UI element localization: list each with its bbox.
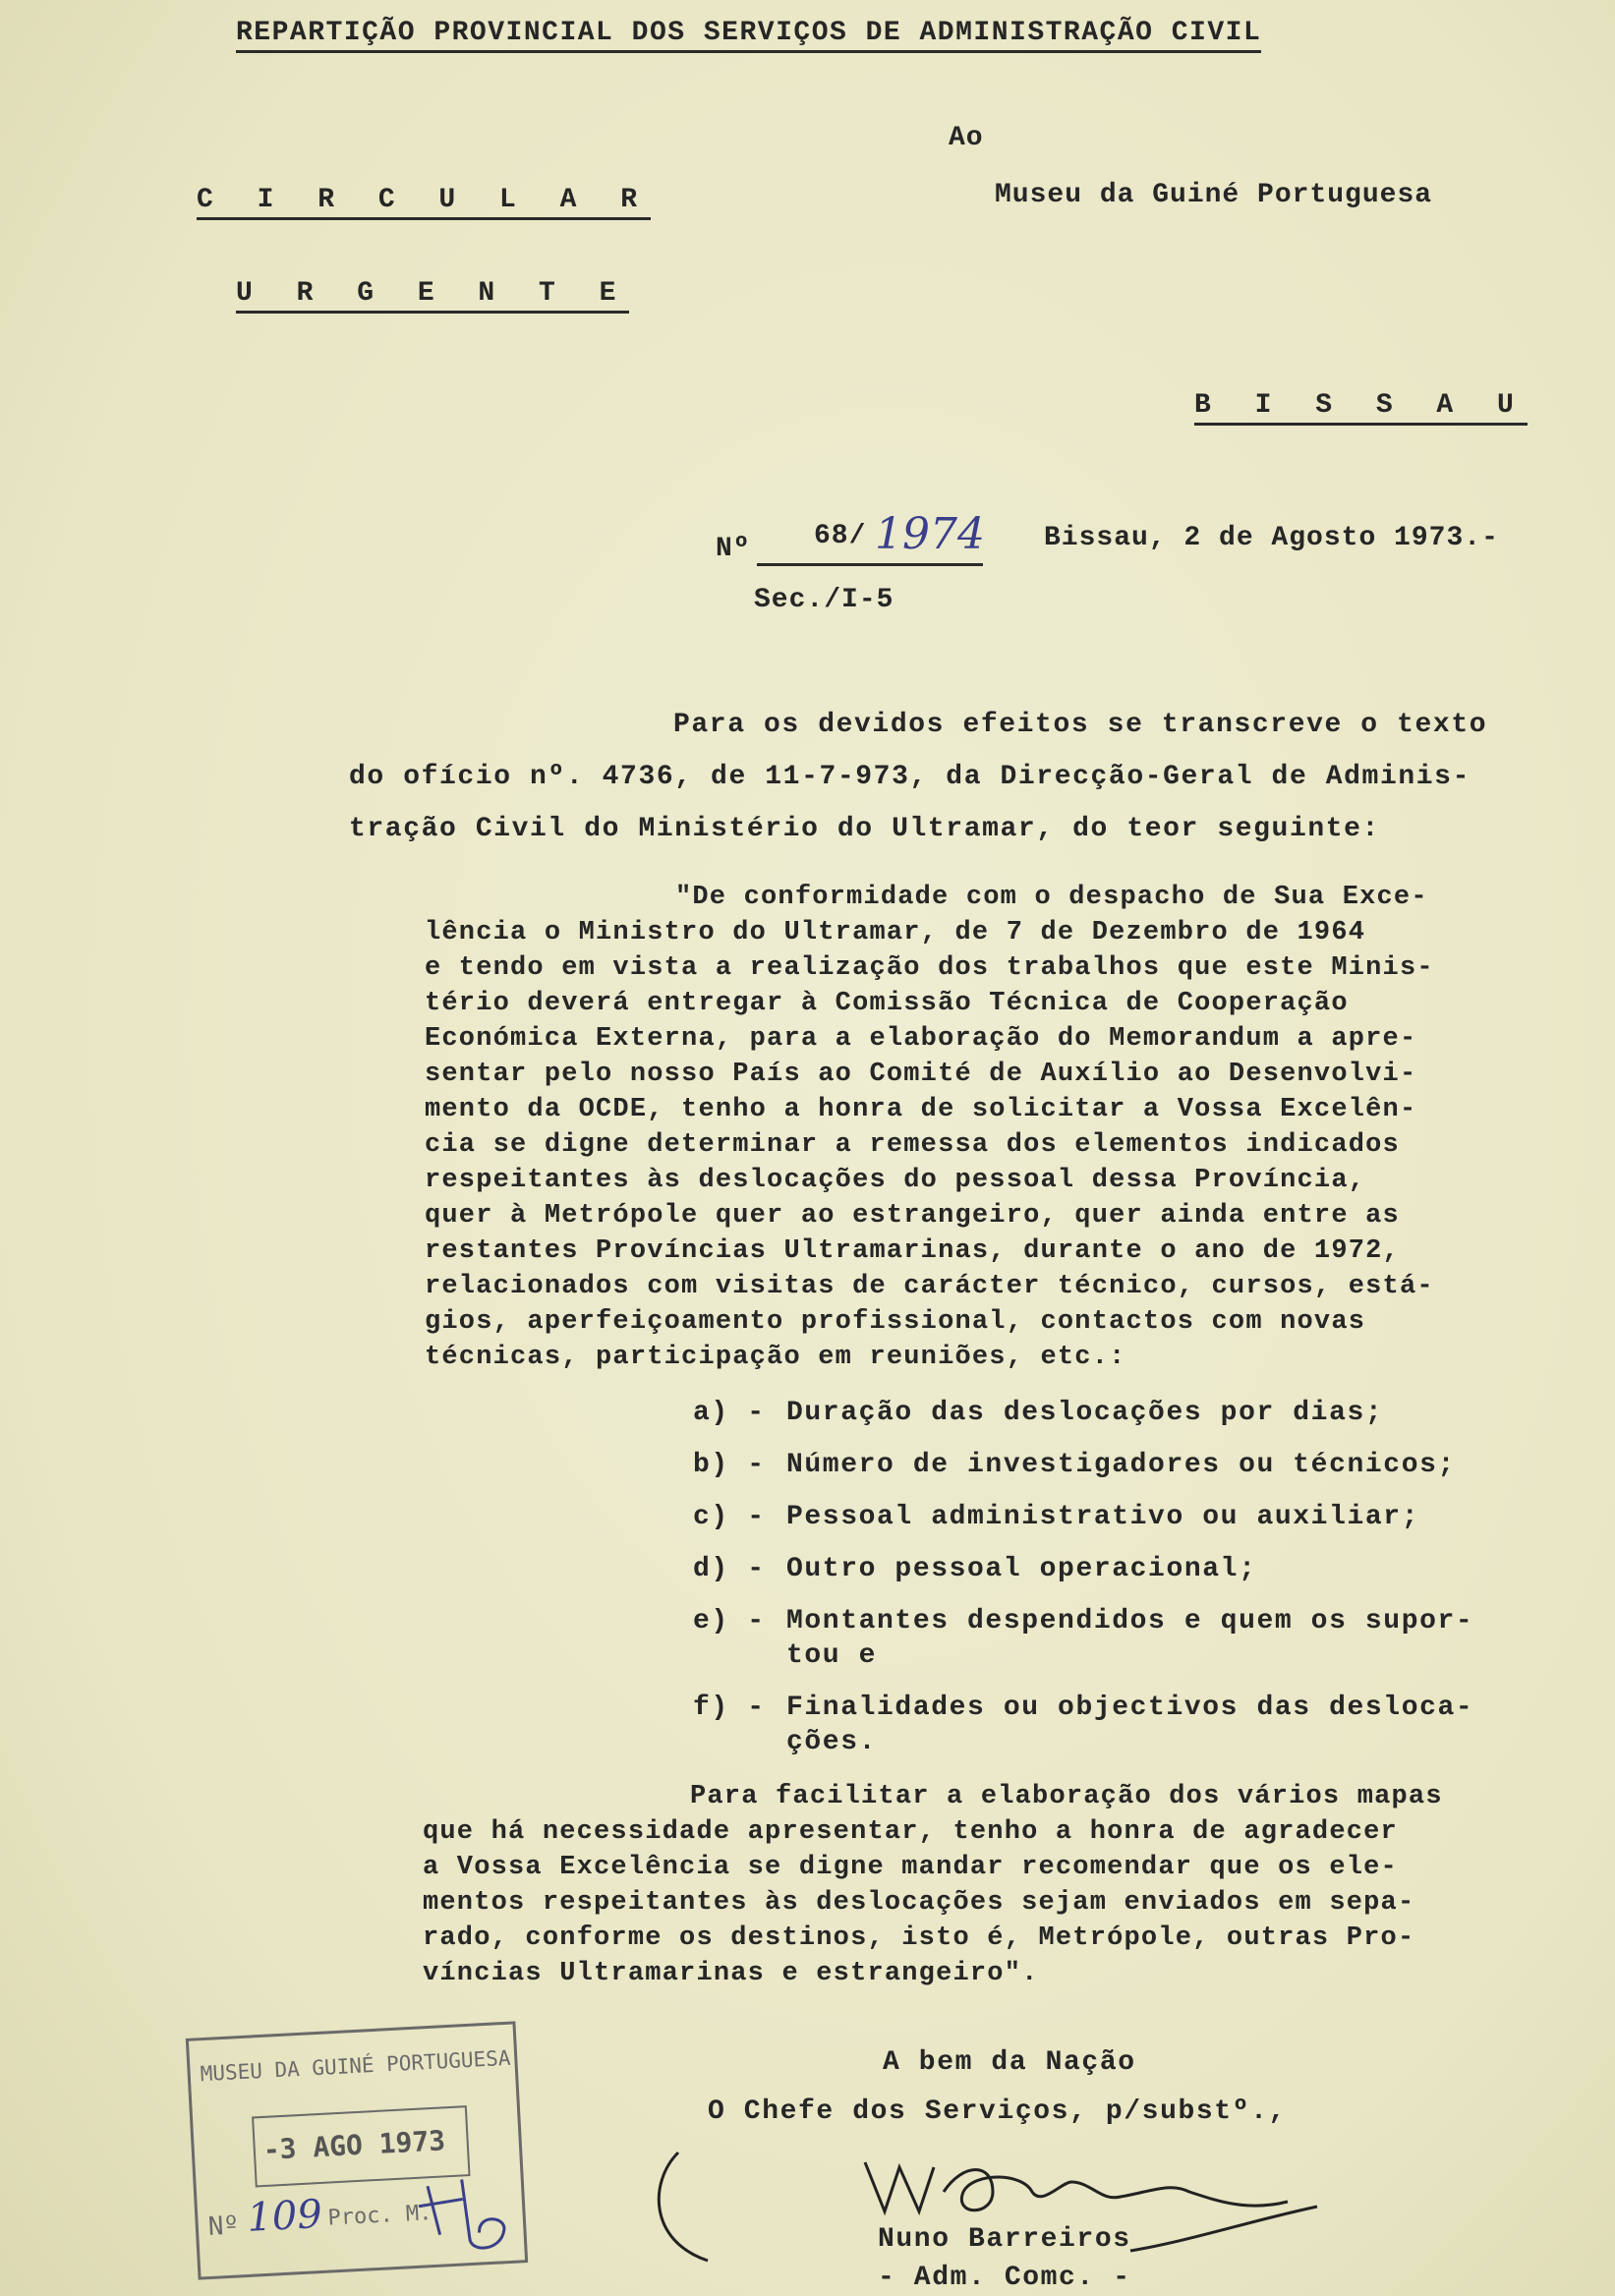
stamp-proc-label: Proc. M. xyxy=(326,2201,433,2231)
intro-line: tração Civil do Ministério do Ultramar, do teor seguinte: xyxy=(349,814,1380,844)
quote-line: Económica Externa, para a elaboração do Memorandum a apre- xyxy=(425,1024,1417,1054)
quote-line: sentar pelo nosso País ao Comité de Auxílio ao Desenvolvi- xyxy=(425,1060,1417,1089)
item-label: b) - xyxy=(693,1450,766,1480)
quote-line: tério deverá entregar à Comissão Técnica de Cooperação xyxy=(425,989,1349,1018)
quote-line: respeitantes às deslocações do pessoal dessa Província, xyxy=(425,1166,1366,1195)
museum-receipt-stamp xyxy=(186,2021,528,2279)
item-label: d) - xyxy=(693,1554,766,1584)
quote-line: quer à Metrópole quer ao estrangeiro, quer ainda entre as xyxy=(425,1201,1400,1231)
salutation: A bem da Nação xyxy=(883,2047,1136,2078)
quote-line: relacionados com visitas de carácter técnico, cursos, está- xyxy=(425,1272,1434,1301)
item-text: tou e xyxy=(786,1640,878,1671)
signatory-role: O Chefe dos Serviços, p/substº., xyxy=(708,2096,1287,2127)
signatory-name: Nuno Barreiros xyxy=(878,2224,1131,2255)
quote-line: e tendo em vista a realização dos trabalhos que este Minis- xyxy=(425,953,1434,983)
closing-line: a Vossa Excelência se digne mandar recomendar que os ele- xyxy=(423,1853,1398,1882)
handwritten-signature xyxy=(639,2123,1347,2280)
item-text: Número de investigadores ou técnicos; xyxy=(786,1450,1456,1480)
item-label: e) - xyxy=(693,1606,766,1636)
item-text: Montantes despendidos e quem os supor- xyxy=(786,1606,1474,1636)
item-label: f) - xyxy=(693,1693,766,1723)
reference-number-label: Nº xyxy=(716,534,751,564)
intro-line: Para os devidos efeitos se transcreve o texto xyxy=(673,710,1488,740)
quote-line: gios, aperfeiçoamento profissional, contactos com novas xyxy=(425,1307,1366,1337)
closing-line: mentos respeitantes às deslocações sejam enviados em sepa- xyxy=(423,1888,1415,1918)
stamp-date: -3 AGO 1973 xyxy=(261,2124,446,2166)
quote-line: cia se digne determinar a remessa dos elementos indicados xyxy=(425,1130,1400,1160)
item-text: Duração das deslocações por dias; xyxy=(786,1398,1384,1428)
closing-line: rado, conforme os destinos, isto é, Metrópole, outras Pro- xyxy=(423,1923,1415,1953)
quote-line: restantes Províncias Ultramarinas, durante o ano de 1972, xyxy=(425,1236,1400,1266)
closing-line: víncias Ultramarinas e estrangeiro". xyxy=(423,1959,1039,1988)
closing-line: Para facilitar a elaboração dos vários mapas xyxy=(690,1782,1443,1811)
section-code: Sec./I-5 xyxy=(754,585,894,615)
signatory-title: - Adm. Comc. - xyxy=(878,2263,1131,2293)
quote-line: lência o Ministro do Ultramar, de 7 de Dezembro de 1964 xyxy=(425,918,1366,947)
place-date: Bissau, 2 de Agosto 1973.- xyxy=(1044,523,1499,553)
recipient-city: B I S S A U xyxy=(1194,390,1528,426)
stamp-museum-name: MUSEU DA GUINÉ PORTUGUESA xyxy=(200,2045,511,2087)
item-text: Outro pessoal operacional; xyxy=(786,1554,1257,1584)
recipient-to: Ao xyxy=(949,123,984,153)
item-text: ções. xyxy=(786,1727,878,1757)
handwritten-year: 1974 xyxy=(875,509,985,559)
reference-number-underline xyxy=(757,563,983,566)
recipient-name: Museu da Guiné Portuguesa xyxy=(995,180,1433,210)
item-text: Finalidades ou objectivos das desloca- xyxy=(786,1693,1474,1723)
item-label: c) - xyxy=(693,1502,766,1532)
stamp-number: 109 xyxy=(246,2191,323,2241)
closing-line: que há necessidade apresentar, tenho a honra de agradecer xyxy=(423,1817,1398,1847)
circular-marker: C I R C U L A R xyxy=(197,185,651,220)
quote-line: "De conformidade com o despacho de Sua Exce- xyxy=(675,883,1428,912)
office-header: REPARTIÇÃO PROVINCIAL DOS SERVIÇOS DE ADMINISTRAÇÃO CIVIL xyxy=(236,18,1261,53)
item-label: a) - xyxy=(693,1398,766,1428)
stamp-handwriting xyxy=(407,2162,520,2262)
quote-line: técnicas, participação em reuniões, etc.: xyxy=(425,1343,1126,1372)
reference-number: 68/ xyxy=(814,521,867,551)
stamp-number-label: Nº xyxy=(207,2210,240,2242)
item-text: Pessoal administrativo ou auxiliar; xyxy=(786,1502,1420,1532)
intro-line: do ofício nº. 4736, de 11-7-973, da Direcção-Geral de Adminis- xyxy=(349,762,1471,792)
urgente-marker: U R G E N T E xyxy=(236,278,629,314)
quote-line: mento da OCDE, tenho a honra de solicitar a Vossa Excelên- xyxy=(425,1095,1417,1124)
